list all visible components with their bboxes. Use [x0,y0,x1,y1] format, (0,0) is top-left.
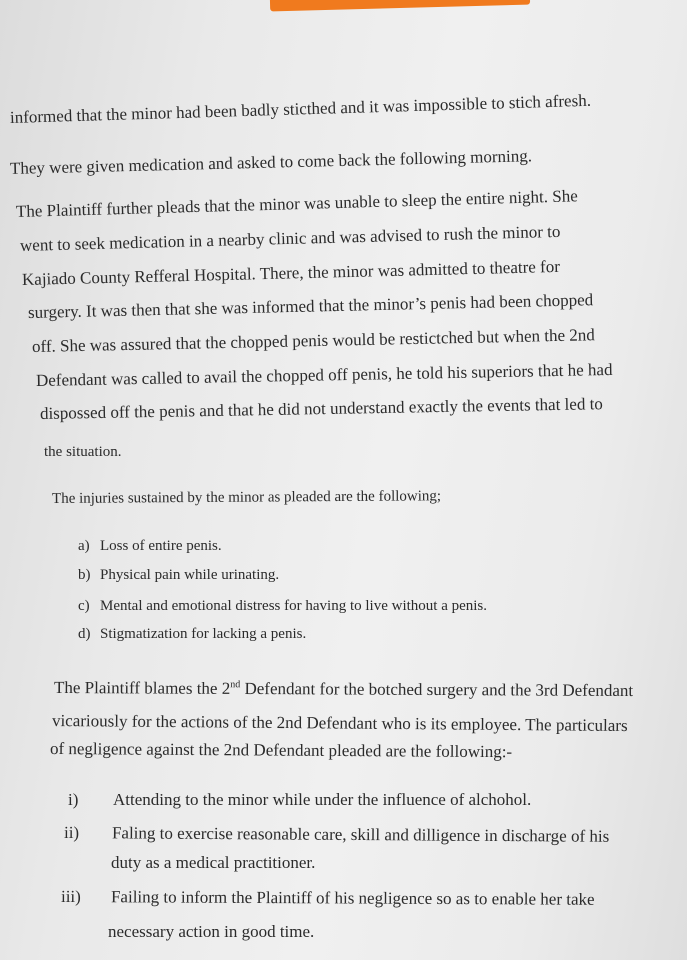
negligence-text: Attending to the minor while under the influence of alchohol. [113,790,532,809]
injury-marker: b) [78,567,91,583]
paragraph-2-line-8: the situation. [44,444,122,460]
ordinal-superscript: nd [230,679,241,691]
negligence-item [68,790,531,810]
paragraph-2-line-2: went to seek medication in a nearby clinic and was advised to rush the minor to [19,221,561,255]
paragraph-3-line-1-end: Defendant for the botched surgery and the 3rd Defendant [240,678,634,701]
injury-marker: a) [78,538,90,554]
paragraph-2-line-7: dispossed off the penis and that he did not understand exactly the events that led to [39,394,603,423]
negligence-text: Failing to inform the Plaintiff of his negligence so as to enable her take [110,887,595,909]
paragraph-3-line-2: vicariously for the actions of the 2nd Defendant who is its employee. The particulars [51,711,628,736]
injury-text: Loss of entire penis. [100,538,222,554]
paragraph-2-line-3: Kajiado County Refferal Hospital. There, the minor was admitted to theatre for [21,256,561,289]
paragraph-2-line-4: surgery. It was then that she was informed that the minor’s penis had been chopped [27,290,594,322]
injury-item [78,596,487,616]
injury-text: Physical pain while urinating. [100,567,280,583]
negligence-continuation: duty as a medical practitioner. [111,853,316,872]
paragraph-3-line-3: of negligence against the 2nd Defendant pleaded are the following:- [49,739,513,762]
paragraph-2-line-1: The Plaintiff further pleads that the minor was unable to sleep the entire night. She [15,186,579,221]
negligence-text: Faling to exercise reasonable care, skill and dilligence in discharge of his [111,823,610,846]
paragraph-3-line-1-start: The Plaintiff blames the 2 [53,678,231,698]
negligence-marker: iii) [60,887,81,907]
paragraph-2-line-5: off. She was assured that the chopped penis would be restictched but when the 2nd [31,325,595,356]
injury-text: Mental and emotional distress for having to live without a penis. [100,598,488,614]
negligence-item [64,823,609,847]
negligence-continuation: necessary action in good time. [108,922,315,941]
injury-text: Stigmatization for lacking a penis. [100,626,307,642]
paragraph-1-line-1: informed that the minor had been badly sticthed and it was impossible to stich afresh. [9,90,592,127]
injury-item [78,565,279,585]
injury-item [78,536,222,556]
injury-item [78,624,306,644]
negligence-marker: i) [68,790,79,809]
negligence-marker: ii) [63,823,80,843]
injury-marker: c) [78,598,90,614]
negligence-item [61,887,595,910]
injury-marker: d) [78,626,91,642]
paragraph-2-line-6: Defendant was called to avail the chopped off penis, he told his superiors that he had [35,359,613,390]
paragraph-3-line-1 [54,678,633,701]
paragraph-1-line-2: They were given medication and asked to come back the following morning. [9,146,533,178]
injuries-intro: The injuries sustained by the minor as pleaded are the following; [51,488,442,507]
